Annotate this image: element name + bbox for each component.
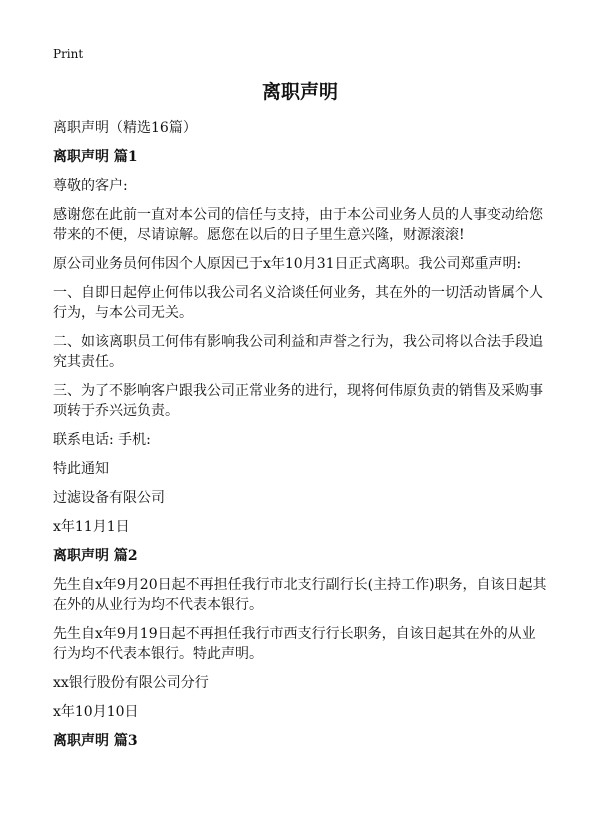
section1-paragraph-1: 感谢您在此前一直对本公司的信任与支持，由于本公司业务人员的人事变动给您带来的不便，尽请谅解。愿您在以后的日子里生意兴隆，财源滚滚!	[53, 207, 543, 243]
section1-date: x年11月1日	[53, 519, 130, 535]
document-title: 离职声明	[261, 81, 338, 103]
section3-heading: 离职声明 篇3	[53, 733, 138, 749]
section2-heading: 离职声明 篇2	[53, 548, 138, 564]
section1-contact: 联系电话: 手机:	[53, 432, 151, 448]
section1-paragraph-2: 原公司业务员何伟因个人原因已于x年10月31日正式离职。我公司郑重声明:	[53, 256, 522, 272]
section1-greeting: 尊敬的客户:	[53, 178, 128, 194]
section1-notice: 特此通知	[53, 461, 109, 477]
section1-paragraph-3: 一、自即日起停止何伟以我公司名义洽谈任何业务，其在外的一切活动皆属个人行为，与本公司无关。	[53, 285, 543, 321]
section2-paragraph-2: 先生自x年9月19日起不再担任我行市西支行行长职务，自该日起其在外的从业行为均不代表本银行。特此声明。	[53, 626, 536, 662]
section1-paragraph-4: 二、如该离职员工何伟有影响我公司利益和声誉之行为，我公司将以合法手段追究其责任。	[53, 334, 543, 370]
document-subtitle: 离职声明（精选16篇）	[53, 120, 197, 136]
section1-paragraph-5: 三、为了不影响客户跟我公司正常业务的进行，现将何伟原负责的销售及采购事项转于乔兴远负责。	[53, 383, 543, 419]
section2-company: xx银行股份有限公司分行	[53, 675, 209, 691]
print-label: Print	[53, 47, 84, 61]
document-body	[53, 118, 548, 760]
section2-paragraph-1: 先生自x年9月20日起不再担任我行市北支行副行长(主持工作)职务，自该日起其在外的从业行为均不代表本银行。	[53, 577, 547, 613]
section2-date: x年10月10日	[53, 704, 139, 720]
section1-heading: 离职声明 篇1	[53, 149, 138, 165]
section1-company: 过滤设备有限公司	[53, 490, 165, 506]
